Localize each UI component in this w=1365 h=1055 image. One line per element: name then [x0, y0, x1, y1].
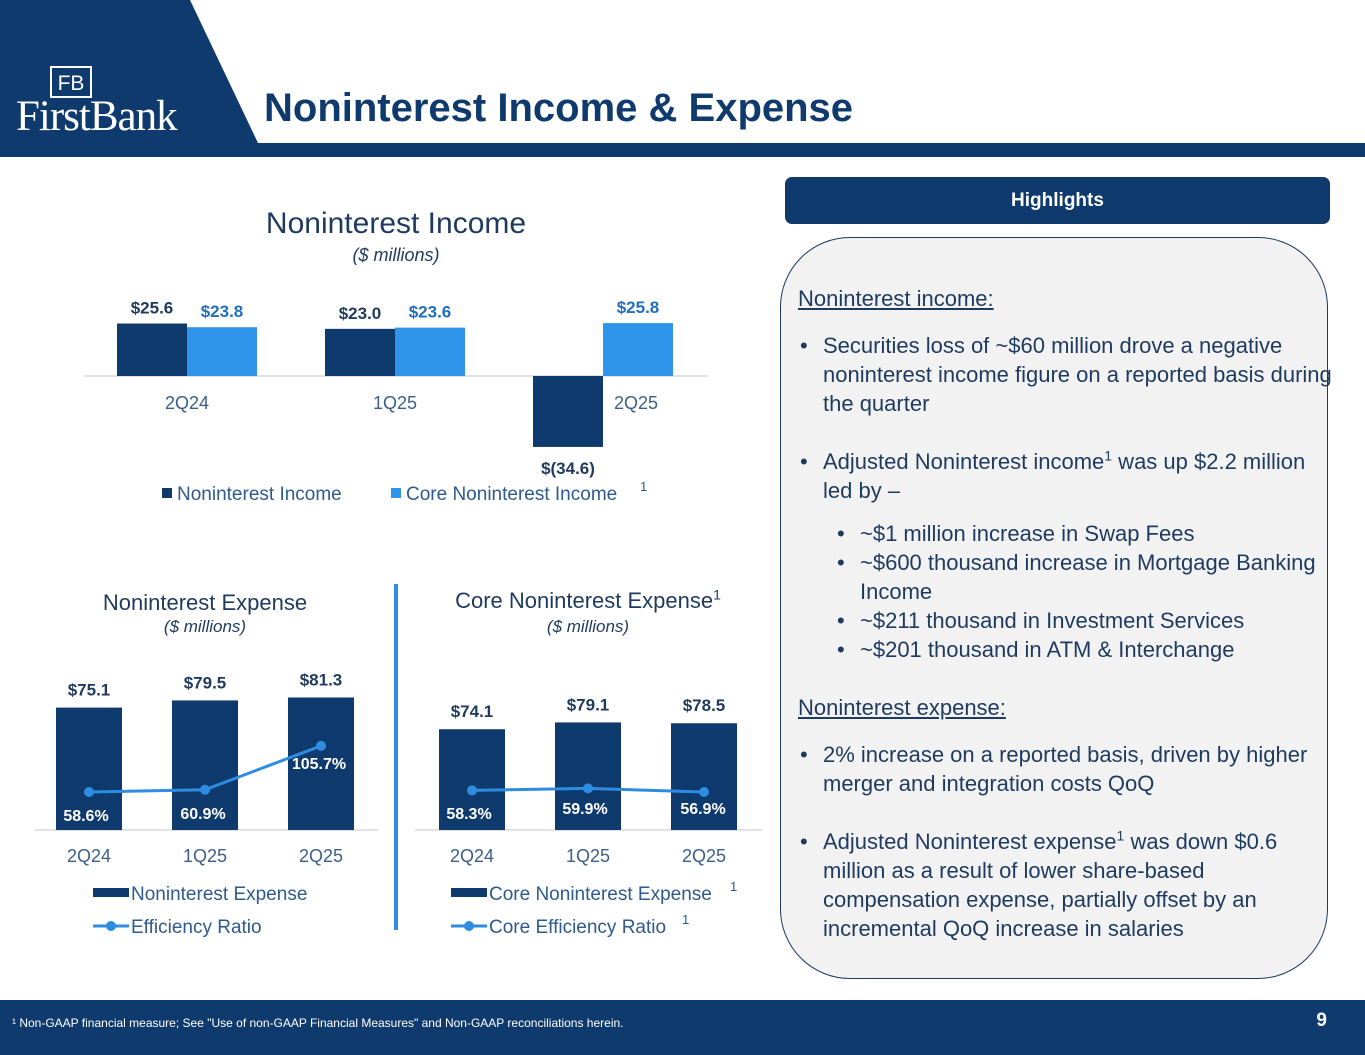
income-bullet [798, 447, 1333, 505]
logo-wordmark: FirstBank [16, 93, 177, 140]
income-bullet-text: was up $2.2 million led by – [823, 449, 1306, 503]
core-noninterest-expense-chart [400, 645, 780, 955]
noninterest-income-chart [0, 285, 720, 515]
highlights-content [798, 284, 1333, 943]
core-bar-label: $79.1 [566, 695, 610, 715]
core-ratio-label: 58.3% [446, 806, 492, 823]
core-bar-label: $74.1 [450, 702, 494, 722]
core-legend-line-marker [464, 921, 474, 931]
income-bar [187, 327, 257, 376]
income-bar [603, 323, 673, 376]
footnote-marker: 1 [1104, 447, 1113, 464]
expense-bullet-text: 2% increase on a reported basis, driven by higher merger and integration costs QoQ [823, 742, 1308, 796]
expense-bullet [798, 740, 1333, 798]
income-bar [395, 328, 465, 376]
expense-category-label: 1Q25 [182, 846, 228, 866]
income-legend-swatch [162, 488, 172, 498]
core-ratio-point [583, 783, 593, 793]
expense-ratio-point [316, 741, 326, 751]
expense-ratio-label: 58.6% [63, 808, 109, 825]
income-data-label: $23.8 [200, 302, 244, 322]
core-legend-line-label: Core Efficiency Ratio [489, 917, 667, 938]
core-category-label: 2Q25 [681, 846, 727, 866]
core-income-legend-sup: 1 [640, 479, 648, 494]
core-legend-bar-label: Core Noninterest Expense [489, 884, 712, 905]
income-data-label: $25.6 [130, 298, 174, 318]
page-title: Noninterest Income & Expense [264, 86, 854, 130]
expense-legend-line-label: Efficiency Ratio [131, 917, 262, 938]
expense-ratio-label: 60.9% [180, 806, 226, 823]
expense-category-label: 2Q24 [66, 846, 112, 866]
expense-category-label: 2Q25 [298, 846, 344, 866]
expense-legend-bar-label: Noninterest Expense [131, 884, 308, 905]
expense-heading: Noninterest expense: [798, 695, 1006, 720]
core-ratio-point [467, 785, 477, 795]
income-bar [533, 376, 603, 447]
sub-bullet: • ~$600 thousand increase in Mortgage Banking Income [835, 548, 1333, 606]
core-expense-title-text: Core Noninterest Expense [455, 588, 714, 613]
core-income-legend-label: Core Noninterest Income [406, 484, 618, 505]
core-category-label: 2Q24 [449, 846, 495, 866]
income-bar [325, 329, 395, 376]
highlights-header: Highlights [785, 177, 1330, 224]
sub-bullet: • ~$1 million increase in Swap Fees [835, 519, 1333, 548]
core-ratio-point [699, 787, 709, 797]
fb-emblem-text: FB [57, 72, 85, 95]
page-number: 9 [1316, 1010, 1327, 1031]
income-heading: Noninterest income: [798, 286, 994, 311]
income-bullet-text: Securities loss of ~$60 million drove a negative noninterest income figure on a reported basis during the quarter [823, 333, 1332, 416]
expense-bar-label: $79.5 [183, 673, 227, 693]
income-category-label: 2Q25 [613, 393, 659, 413]
core-expense-chart-title [428, 588, 748, 614]
core-bar-label: $78.5 [682, 696, 726, 716]
core-legend-bar-sup: 1 [730, 879, 738, 894]
income-bullet [798, 331, 1333, 418]
core-income-legend-swatch [391, 488, 401, 498]
core-ratio-label: 56.9% [680, 801, 726, 818]
income-chart-title: Noninterest Income [265, 207, 527, 240]
expense-bullet-text: Adjusted Noninterest expense [823, 829, 1117, 854]
expense-ratio-point [84, 787, 94, 797]
expense-legend-line-marker [106, 921, 116, 931]
income-data-label: $(34.6) [541, 458, 595, 478]
core-legend-line-sup: 1 [682, 912, 690, 927]
income-data-label: $25.8 [616, 298, 660, 318]
expense-chart-title: Noninterest Expense [102, 590, 308, 615]
chart-divider [394, 584, 398, 930]
income-category-label: 2Q24 [164, 393, 210, 413]
core-expense-chart-subtitle: ($ millions) [546, 617, 630, 636]
core-category-label: 1Q25 [565, 846, 611, 866]
expense-bullet-text: was down $0.6 million as a result of lower share-based compensation expense, partially offset by an incremental QoQ increase in salaries [823, 829, 1278, 941]
core-legend-bar-swatch [451, 888, 487, 897]
footnote-marker: 1 [1116, 827, 1125, 844]
firstbank-logo[interactable] [0, 0, 230, 150]
income-bullet-text: Adjusted Noninterest income [823, 449, 1105, 474]
sub-bullet: • ~$211 thousand in Investment Services [835, 606, 1333, 635]
income-chart-subtitle: ($ millions) [352, 245, 440, 265]
sub-bullet: • ~$201 thousand in ATM & Interchange [835, 635, 1333, 664]
expense-bar-label: $81.3 [299, 670, 343, 690]
income-data-label: $23.0 [338, 303, 382, 323]
expense-legend-bar-swatch [93, 888, 129, 897]
expense-bullets [798, 740, 1333, 943]
income-sub-bullets [835, 519, 1333, 664]
income-bar [117, 324, 187, 376]
income-data-label: $23.6 [408, 302, 452, 322]
expense-chart-subtitle: ($ millions) [163, 617, 247, 636]
income-bullets [798, 331, 1333, 505]
expense-ratio-point [200, 785, 210, 795]
income-legend-label: Noninterest Income [177, 484, 342, 505]
noninterest-expense-chart [0, 645, 390, 955]
footnote: ¹ Non-GAAP financial measure; See "Use of non-GAAP Financial Measures" and Non-GAAP reconciliations herein. [12, 1016, 624, 1030]
core-expense-title-sup: 1 [713, 586, 721, 603]
expense-bar-label: $75.1 [67, 680, 111, 700]
expense-bullet [798, 827, 1333, 943]
core-ratio-label: 59.9% [562, 801, 608, 818]
expense-ratio-label: 105.7% [291, 756, 347, 773]
income-category-label: 1Q25 [372, 393, 418, 413]
